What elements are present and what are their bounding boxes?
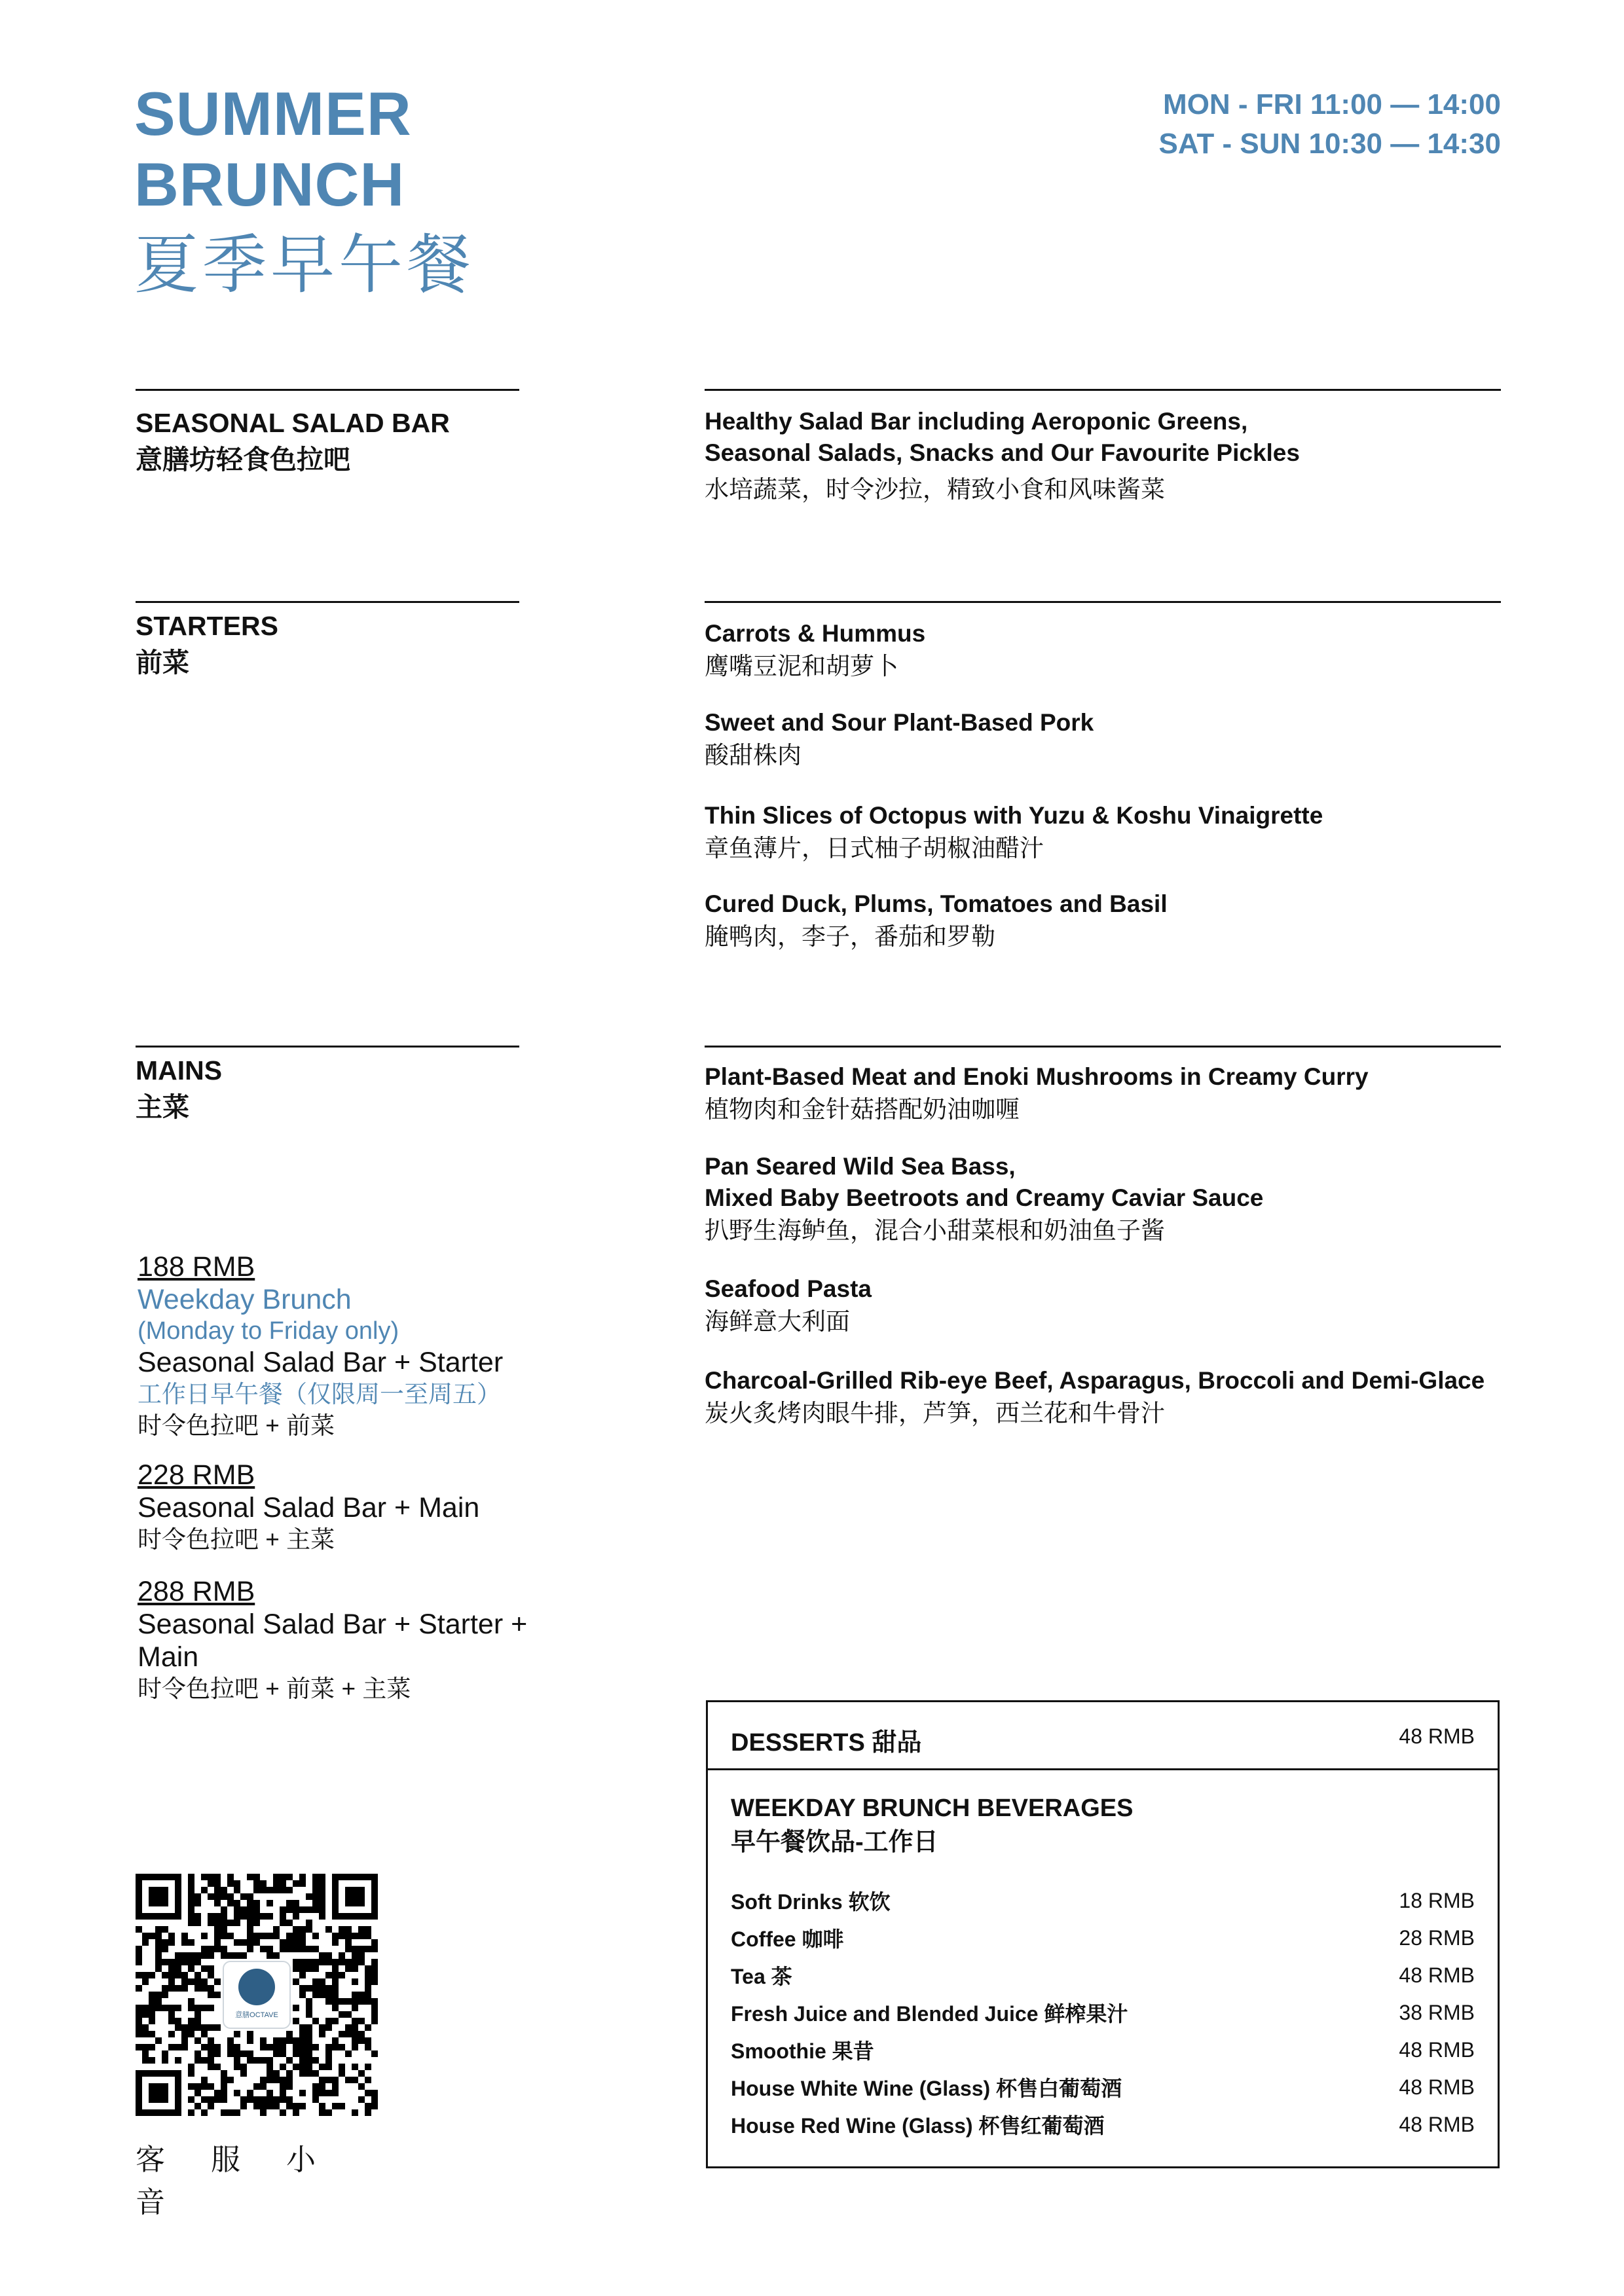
menu-item: Thin Slices of Octopus with Yuzu & Koshu Vinaigrette 章鱼薄片，日式柚子胡椒油醋汁	[705, 802, 1323, 862]
hours-weekday: MON - FRI 11:00 — 14:00	[1163, 88, 1501, 120]
price-option-228	[138, 1459, 596, 1556]
price-amount: 228 RMB	[138, 1459, 255, 1491]
price-name: Weekday Brunch	[138, 1284, 352, 1315]
mains-title: MAINS	[136, 1055, 223, 1085]
salad-bar-description: Healthy Salad Bar including Aeroponic Greens, Seasonal Salads, Snacks and Our Favourite Pickles 水培蔬菜，时令沙拉，精致小食和风味酱菜	[705, 408, 1300, 503]
octave-logo-icon	[238, 1969, 275, 2005]
price-option-288	[138, 1575, 596, 1705]
mains-heading	[136, 1052, 222, 1125]
salad-bar-title-cn: 意膳坊轻食色拉吧	[136, 445, 350, 475]
price-description: Seasonal Salad Bar + Starter + Main	[138, 1609, 528, 1673]
price-description: Seasonal Salad Bar + Starter	[138, 1347, 504, 1378]
beverage-row: Fresh Juice and Blended Juice 鲜榨果汁 38 RMB	[731, 2000, 1475, 2026]
opening-hours	[1159, 85, 1501, 164]
starters-title-cn: 前菜	[136, 647, 189, 678]
section-divider	[705, 389, 1501, 391]
price-description-cn: 时令色拉吧 + 前菜 + 主菜	[138, 1675, 411, 1702]
hours-weekend: SAT - SUN 10:30 — 14:30	[1158, 128, 1501, 160]
beverage-row: Coffee 咖啡 28 RMB	[731, 1925, 1475, 1951]
price-note: (Monday to Friday only)	[138, 1317, 399, 1345]
menu-item: Sweet and Sour Plant-Based Pork 酸甜株肉	[705, 709, 1094, 769]
salad-bar-title: SEASONAL SALAD BAR	[136, 408, 450, 438]
price-amount: 288 RMB	[138, 1576, 255, 1607]
section-divider	[136, 389, 519, 391]
desserts-price: 48 RMB	[1399, 1724, 1475, 1748]
menu-item: Pan Seared Wild Sea Bass, Mixed Baby Beetroots and Creamy Caviar Sauce 扒野生海鲈鱼，混合小甜菜根和奶油鱼子酱	[705, 1153, 1264, 1244]
price-option-188	[138, 1250, 596, 1442]
section-divider	[705, 1046, 1501, 1048]
menu-item: Plant-Based Meat and Enoki Mushrooms in Creamy Curry 植物肉和金针菇搭配奶油咖喱	[705, 1063, 1369, 1123]
qr-logo	[223, 1961, 291, 2029]
beverages-title-cn: 早午餐饮品-工作日	[731, 1829, 938, 1856]
page-title-chinese: 夏季早午餐	[134, 228, 475, 301]
price-amount: 188 RMB	[138, 1251, 255, 1283]
qr-caption: 客服小音	[136, 2143, 362, 2219]
section-divider	[705, 601, 1501, 603]
page-title	[134, 79, 412, 220]
title-line-1: SUMMER	[134, 79, 412, 148]
menu-item: Charcoal-Grilled Rib-eye Beef, Asparagus, Broccoli and Demi-Glace 炭火炙烤肉眼牛排，芦笋，西兰花和牛骨汁	[705, 1367, 1485, 1427]
title-line-2: BRUNCH	[134, 150, 405, 219]
section-divider	[136, 1046, 519, 1048]
menu-item: Cured Duck, Plums, Tomatoes and Basil 腌鸭肉，李子，番茄和罗勒	[705, 890, 1168, 950]
desserts-label: DESSERTS 甜品	[731, 1729, 922, 1757]
qr-logo-text: 意膳OCTAVE	[235, 2011, 278, 2019]
beverages-heading	[731, 1791, 1133, 1859]
mains-title-cn: 主菜	[136, 1092, 189, 1122]
section-divider	[136, 601, 519, 603]
beverage-row: House Red Wine (Glass) 杯售红葡萄酒 48 RMB	[731, 2112, 1475, 2138]
price-description-cn: 时令色拉吧 + 前菜	[138, 1412, 335, 1439]
salad-bar-heading	[136, 405, 450, 478]
menu-item: Carrots & Hummus 鹰嘴豆泥和胡萝卜	[705, 620, 926, 680]
price-description-cn: 时令色拉吧 + 主菜	[138, 1526, 335, 1553]
price-description: Seasonal Salad Bar + Main	[138, 1492, 480, 1523]
desserts-beverages-box	[706, 1700, 1500, 2168]
beverage-row: Soft Drinks 软饮 18 RMB	[731, 1888, 1475, 1914]
beverage-row: Tea 茶 48 RMB	[731, 1963, 1475, 1988]
box-divider	[708, 1768, 1498, 1770]
starters-title: STARTERS	[136, 611, 278, 641]
beverage-row: House White Wine (Glass) 杯售白葡萄酒 48 RMB	[731, 2075, 1475, 2100]
menu-item: Seafood Pasta 海鲜意大利面	[705, 1275, 872, 1335]
qr-code[interactable]	[136, 1874, 378, 2116]
starters-heading	[136, 608, 278, 681]
beverages-title: WEEKDAY BRUNCH BEVERAGES	[731, 1795, 1134, 1822]
price-name-cn: 工作日早午餐（仅限周一至周五）	[138, 1381, 501, 1408]
beverage-row: Smoothie 果昔 48 RMB	[731, 2037, 1475, 2063]
